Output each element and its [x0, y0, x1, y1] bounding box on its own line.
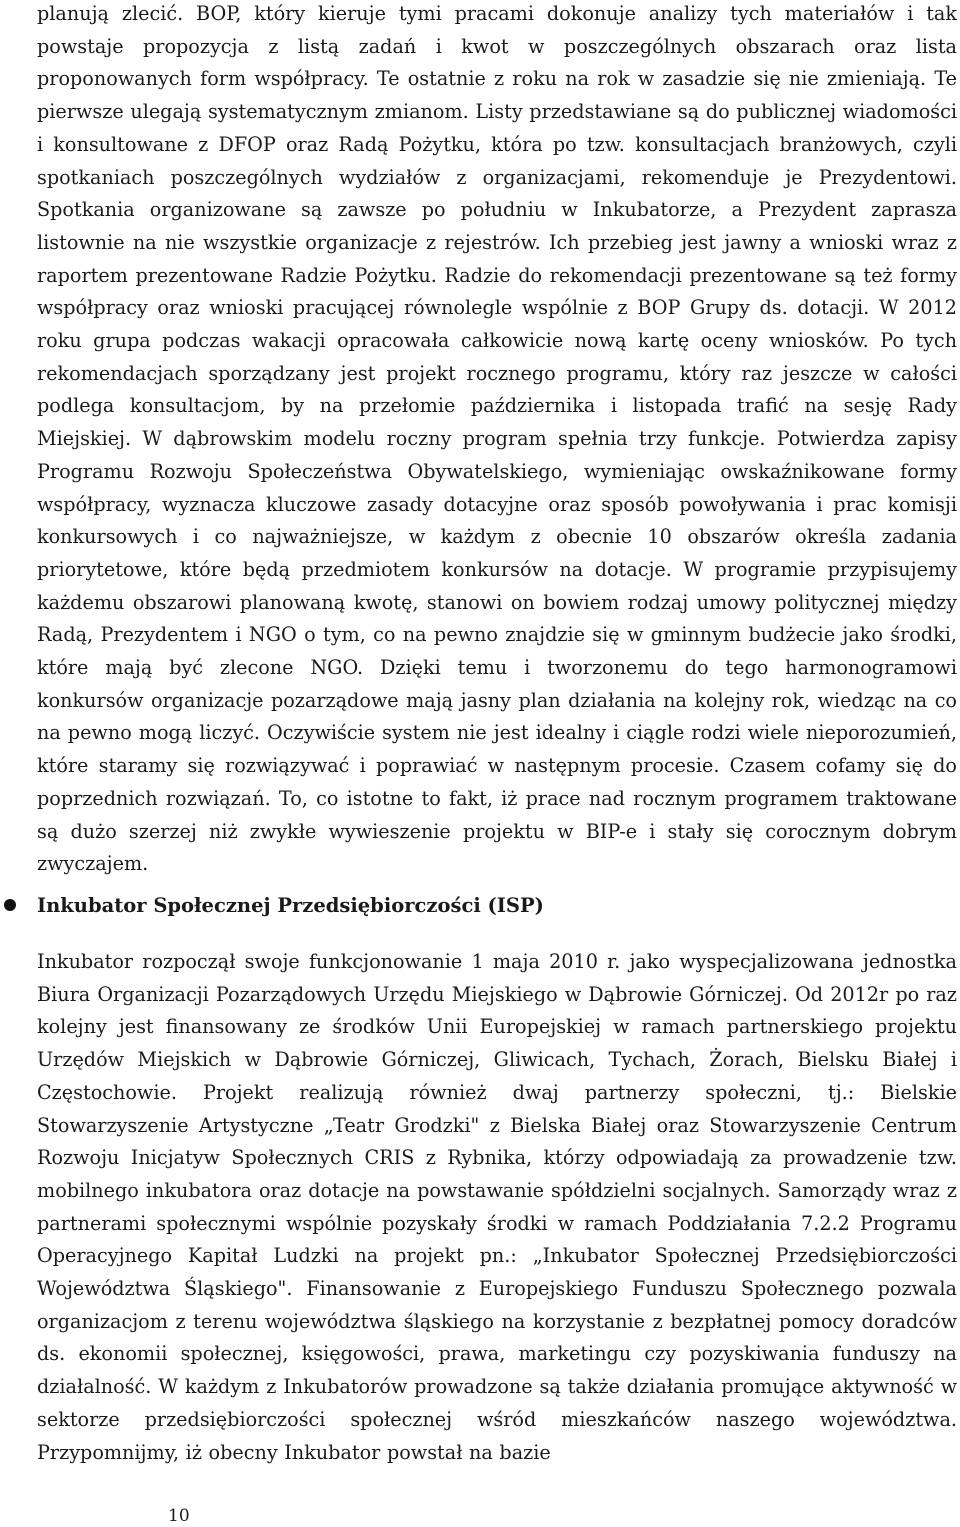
body-paragraph-bop-process: planują zlecić. BOP, który kieruje tymi pracami dokonuje analizy tych materiałów i tak powstaje propozycja z listą zadań i kwot w poszczególnych obszarach oraz lista proponowanych form współpracy. Te ostatnie z roku na rok w zasadzie się nie zmieniają. Te pierwsze ulegają systematycznym zmianom. Listy przedstawiane są do publicznej wiadomości i konsultowane z DFOP oraz Radą Pożytku, która po tzw. konsultacjach branżowych, czyli spotkaniach poszczególnych wydziałów z organizacjami, rekomenduje je Prezydentowi. Spotkania organizowane są zawsze po południu w Inkubatorze, a Prezydent zaprasza listownie na nie wszystkie organizacje z rejestrów. Ich przebieg jest jawny a wnioski wraz z raportem prezentowane Radzie Pożytku. Radzie do rekomendacji prezentowane są też formy współpracy oraz wnioski pracującej równolegle wspólnie z BOP Grupy ds. dotacji. W 2012 roku grupa podczas wakacji opracowała całkowicie nową kartę oceny wniosków. Po tych rekomendacjach sporządzany jest projekt rocznego programu, który raz jeszcze w całości podlega konsultacjom, by na przełomie października i listopada trafić na sesję Rady Miejskiej. W dąbrowskim modelu roczny program spełnia trzy funkcje. Potwierdza zapisy Programu Rozwoju Społeczeństwa Obywatelskiego, wymieniając owskaźnikowane formy współpracy, wyznacza kluczowe zasady dotacyjne oraz sposób powoływania i prac komisji konkursowych i co najważniejsze, w każdym z obecnie 10 obszarów określa zadania priorytetowe, które będą przedmiotem konkursów na dotacje. W programie przypisujemy każdemu obszarowi planowaną kwotę, stanowi on bowiem rodzaj umowy politycznej między Radą, Prezydentem i NGO o tym, co na pewno znajdzie się w gminnym budżecie jako środki, które mają być zlecone NGO. Dzięki temu i tworzonemu do tego harmonogramowi konkursów organizacje pozarządowe mają jasny plan działania na kolejny rok, wiedząc na co na pewno mogą liczyć. Oczywiście system nie jest idealny i ciągle rodzi wiele nieporozumień, które staramy się rozwiązywać i poprawiać w następnym procesie. Czasem cofamy się do poprzednich rozwiązań. To, co istotne to fakt, iż prace nad rocznym programem traktowane są dużo szerzej niż zwykłe wywieszenie projektu w BIP-e i stały się corocznym dobrym zwyczajem.	[37, 2, 957, 876]
page-number: 10	[168, 1506, 190, 1526]
bullet-icon	[4, 899, 16, 911]
section-heading-isp: Inkubator Społecznej Przedsiębiorczości (ISP)	[37, 894, 544, 917]
body-paragraph-inkubator: Inkubator rozpoczął swoje funkcjonowanie 1 maja 2010 r. jako wyspecjalizowana jednostka Biura Organizacji Pozarządowych Urzędu Miejskiego w Dąbrowie Górniczej. Od 2012r po raz kolejny jest finansowany ze środków Unii Europejskiej w ramach partnerskiego projektu Urzędów Miejskich w Dąbrowie Górniczej, Gliwicach, Tychach, Żorach, Bielsku Białej i Częstochowie. Projekt realizują również dwaj partnerzy społeczni, tj.: Bielskie Stowarzyszenie Artystyczne „Teatr Grodzki" z Bielska Białej oraz Stowarzyszenie Centrum Rozwoju Inicjatyw Społecznych CRIS z Rybnika, którzy odpowiadają za prowadzenie tzw. mobilnego inkubatora oraz dotacje na powstawanie spółdzielni socjalnych. Samorządy wraz z partnerami społecznymi wspólnie pozyskały środki w ramach Poddziałania 7.2.2 Programu Operacyjnego Kapitał Ludzki na projekt pn.: „Inkubator Społecznej Przedsiębiorczości Województwa Śląskiego". Finansowanie z Europejskiego Funduszu Społecznego pozwala organizacjom z terenu województwa śląskiego na korzystanie z bezpłatnej pomocy doradców ds. ekonomii społecznej, księgowości, prawa, marketingu czy pozyskiwania funduszy na działalność. W każdym z Inkubatorów prowadzone są także działania promujące aktywność w sektorze przedsiębiorczości społecznej wśród mieszkańców naszego województwa. Przypomnijmy, iż obecny Inkubator powstał na bazie	[37, 950, 957, 1464]
